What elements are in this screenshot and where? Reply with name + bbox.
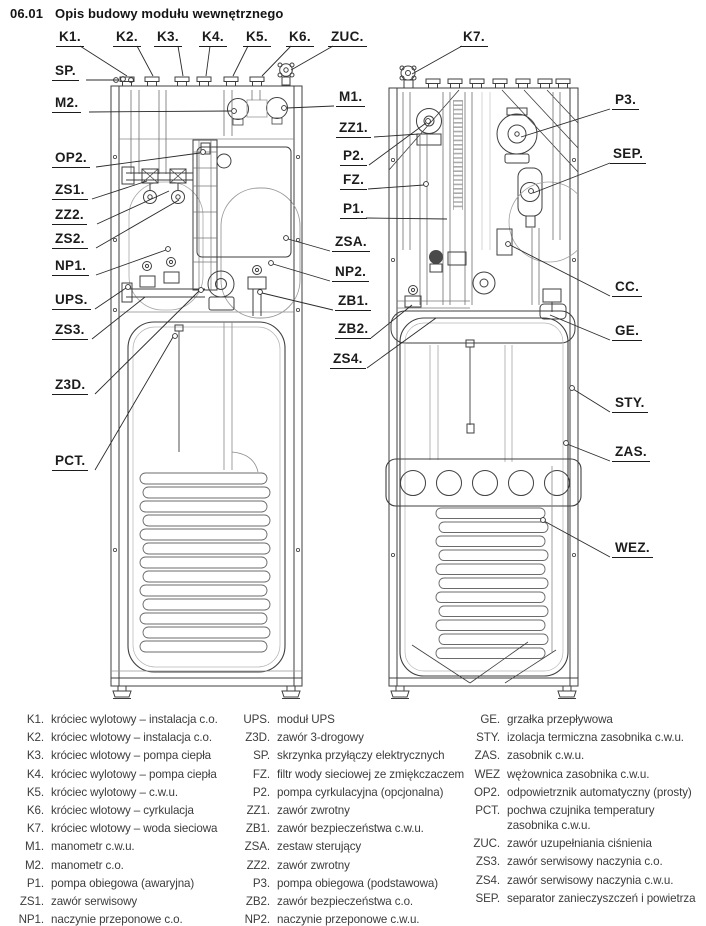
legend-entry	[14, 821, 218, 836]
separator-sep	[518, 168, 542, 227]
legend-entry	[240, 912, 464, 926]
legend-desc: zestaw sterujący	[277, 840, 362, 854]
callout-zz2: ZZ2.	[52, 208, 87, 225]
legend-entry	[470, 785, 695, 800]
tank-coil	[140, 473, 270, 652]
legend-code: K5.	[26, 785, 44, 799]
panel-screws	[391, 158, 575, 556]
legend-code: M2.	[24, 858, 44, 872]
legend-desc: zawór zwrotny	[277, 803, 350, 817]
fill-valve-zuc	[278, 63, 294, 85]
legend-entry	[240, 803, 464, 818]
legend-desc: króciec wylotowy – pompa ciepła	[51, 767, 217, 781]
legend-desc: manometr c.w.u.	[51, 840, 135, 854]
callout-np1: NP1.	[52, 259, 89, 276]
callout-zz1: ZZ1.	[336, 121, 371, 138]
legend-code: ZS3.	[475, 855, 500, 869]
legend-desc: zawór 3-drogowy	[277, 731, 364, 745]
legend-code: ZUC.	[473, 837, 500, 851]
callout-zas: ZAS.	[612, 445, 650, 462]
lower-pump-cluster	[122, 258, 266, 317]
callout-z3d: Z3D.	[52, 378, 88, 395]
callout-sep: SEP.	[610, 147, 646, 164]
legend-code: P1.	[26, 876, 44, 890]
legend-code: GE.	[480, 713, 500, 726]
legend-desc: manometr c.o.	[51, 858, 124, 872]
legend-code: K1.	[26, 713, 44, 726]
legend-desc: izolacja termiczna zasobnika c.w.u.	[507, 731, 684, 745]
legend-desc: pompa obiegowa (awaryjna)	[51, 876, 195, 890]
legend-desc: filtr wody sieciowej ze zmiękczaczem	[277, 767, 465, 781]
callout-zb2: ZB2.	[335, 322, 371, 339]
top-connectors	[426, 79, 570, 88]
callout-zs2: ZS2.	[52, 232, 88, 249]
legend-desc: króciec wlotowy – pompa ciepła	[51, 749, 212, 763]
callout-zs3: ZS3.	[52, 323, 88, 340]
left-view-drawing	[111, 63, 302, 699]
legend-code: ZB2.	[245, 894, 270, 908]
legend-code: FZ.	[252, 767, 270, 781]
legend-entry	[14, 876, 218, 891]
callout-np2: NP2.	[332, 265, 369, 282]
center-pipe-assembly	[193, 140, 231, 290]
legend-entry	[240, 821, 464, 836]
legend-code: Z3D.	[245, 731, 270, 745]
legend-code: UPS.	[243, 713, 270, 726]
legend-entry	[470, 730, 695, 745]
callout-k2: K2.	[113, 30, 141, 47]
legend-code: STY.	[476, 731, 500, 745]
callout-zs4: ZS4.	[330, 352, 366, 369]
legend-entry	[240, 712, 464, 727]
legend-column-1	[14, 712, 218, 926]
legend-desc: odpowietrznik automatyczny (prosty)	[507, 785, 692, 799]
callout-k1: K1.	[56, 30, 84, 47]
callout-sty: STY.	[612, 396, 648, 413]
callout-zs1: ZS1.	[52, 183, 88, 200]
legend-entry	[470, 836, 695, 851]
legend-desc: króciec wlotowy – woda sieciowa	[51, 822, 218, 836]
section-number: 06.01	[10, 6, 44, 21]
legend-code: ZB1.	[245, 822, 270, 836]
legend-entry	[14, 785, 218, 800]
legend-code: NP1.	[18, 913, 44, 926]
legend-code: WEZ	[474, 767, 500, 781]
storage-tank	[128, 322, 285, 672]
legend-desc: zawór serwisowy	[51, 894, 138, 908]
legend-code: P3.	[252, 876, 270, 890]
callout-zb1: ZB1.	[335, 294, 371, 311]
legend-entry	[14, 912, 218, 926]
legend-desc: separator zanieczyszczeń i powietrza	[507, 891, 696, 905]
legend-desc: skrzynka przyłączy elektrycznych	[277, 749, 445, 763]
legend-entry	[240, 730, 464, 745]
legend-desc: króciec wylotowy – instalacja c.o.	[51, 713, 218, 726]
legend-code: K6.	[26, 803, 44, 817]
callout-ge: GE.	[612, 324, 642, 341]
legend-code: K7.	[26, 822, 44, 836]
legend-desc: króciec wylotowy – c.w.u.	[51, 785, 179, 799]
legend-entry	[14, 858, 218, 873]
legend-code: K3.	[26, 749, 44, 763]
legend-desc: zawór bezpieczeństwa c.o.	[277, 894, 414, 908]
legend-desc: króciec wlotowy – cyrkulacja	[51, 803, 194, 817]
legend-code: ZS1.	[19, 894, 44, 908]
callout-cc: CC.	[612, 280, 642, 297]
legend-code: ZSA.	[244, 840, 270, 854]
callout-fz: FZ.	[340, 173, 367, 190]
legend-entry	[14, 730, 218, 745]
legend-desc: pompa cyrkulacyjna (opcjonalna)	[277, 785, 444, 799]
callout-k4: K4.	[199, 30, 227, 47]
legend-code: ZAS.	[474, 749, 500, 763]
legend-desc: naczynie przeponowe c.w.u.	[277, 913, 420, 926]
legend-code: OP2.	[473, 785, 500, 799]
legend-desc: wężownica zasobnika c.w.u.	[507, 767, 650, 781]
legend-code: K4.	[26, 767, 44, 781]
right-view-drawing	[386, 66, 589, 699]
legend-code: ZZ1.	[246, 803, 270, 817]
legend-entry	[470, 873, 695, 888]
legend-desc: pochwa czujnika temperatury zasobnika c.w.u.	[507, 803, 655, 832]
corrugated-hose	[454, 100, 463, 210]
legend-desc: naczynie przeponowe c.o.	[51, 913, 183, 926]
legend-code: SEP.	[475, 891, 500, 905]
inlet-valve-k7	[400, 66, 416, 88]
legend-code: NP2.	[244, 913, 270, 926]
legend-entry	[14, 767, 218, 782]
legend-entry	[240, 839, 464, 854]
legend-desc: zawór zwrotny	[277, 858, 350, 872]
legend-entry	[470, 748, 695, 763]
callout-sp: SP.	[52, 64, 79, 81]
cutaway-diagonals	[389, 90, 578, 172]
callout-p3: P3.	[612, 93, 639, 110]
legend-code: P2.	[252, 785, 270, 799]
legend-desc: pompa obiegowa (podstawowa)	[277, 876, 438, 890]
callout-p1: P1.	[340, 202, 367, 219]
legend-code: M1.	[24, 840, 44, 854]
legend-entry	[240, 858, 464, 873]
callout-ups: UPS.	[52, 293, 91, 310]
legend-desc: zawór serwisowy naczynia c.o.	[507, 855, 663, 869]
upper-pipes	[131, 90, 260, 174]
legend-entry	[14, 803, 218, 818]
callout-p2: P2.	[340, 149, 367, 166]
legend-entry	[240, 876, 464, 891]
callout-k6: K6.	[286, 30, 314, 47]
legend-entry	[240, 894, 464, 909]
legend-desc: grzałka przepływowa	[507, 713, 613, 726]
callout-zuc: ZUC.	[328, 30, 367, 47]
page-title: Opis budowy modułu wewnętrznego	[55, 6, 284, 21]
legend-entry	[240, 748, 464, 763]
legend-entry	[14, 712, 218, 727]
legend-entry	[470, 803, 695, 833]
panel-screws	[113, 155, 299, 551]
legend-desc: zasobnik c.w.u.	[507, 749, 585, 763]
top-connectors	[114, 77, 264, 86]
legend-entry	[470, 854, 695, 869]
callout-k5: K5.	[243, 30, 271, 47]
legend-code: PCT.	[475, 803, 500, 817]
expansion-vessel-np1	[129, 182, 203, 310]
legend-desc: moduł UPS	[277, 713, 335, 726]
legend-entry	[240, 785, 464, 800]
legend-entry	[14, 748, 218, 763]
legend-code: K2.	[26, 731, 44, 745]
callout-k7: K7.	[460, 30, 488, 47]
legend-entry	[14, 894, 218, 909]
legend-code: ZS4.	[475, 873, 500, 887]
legend-column-3	[470, 712, 695, 906]
legend-desc: zawór bezpieczeństwa c.w.u.	[277, 822, 424, 836]
callout-pct: PCT.	[52, 454, 88, 471]
base-frame	[111, 671, 302, 699]
legend-code: SP.	[253, 749, 270, 763]
main-pump-p3	[497, 108, 537, 163]
legend-desc: króciec wlotowy – instalacja c.o.	[51, 731, 213, 745]
callout-m2: M2.	[52, 96, 81, 113]
legend-entry	[14, 839, 218, 854]
callout-m1: M1.	[336, 90, 365, 107]
callout-k3: K3.	[154, 30, 182, 47]
callout-zsa: ZSA.	[332, 235, 370, 252]
legend-desc: zawór uzupełniania ciśnienia	[507, 837, 652, 851]
legend-entry	[470, 712, 695, 727]
legend-entry	[240, 767, 464, 782]
legend-column-2	[240, 712, 464, 926]
callout-wez: WEZ.	[612, 541, 653, 558]
legend-entry	[470, 767, 695, 782]
legend-desc: zawór serwisowy naczynia c.w.u.	[507, 873, 674, 887]
legend-entry	[470, 891, 695, 906]
mid-valve-cluster	[397, 229, 561, 312]
callout-op2: OP2.	[52, 151, 90, 168]
legend-code: ZZ2.	[246, 858, 270, 872]
